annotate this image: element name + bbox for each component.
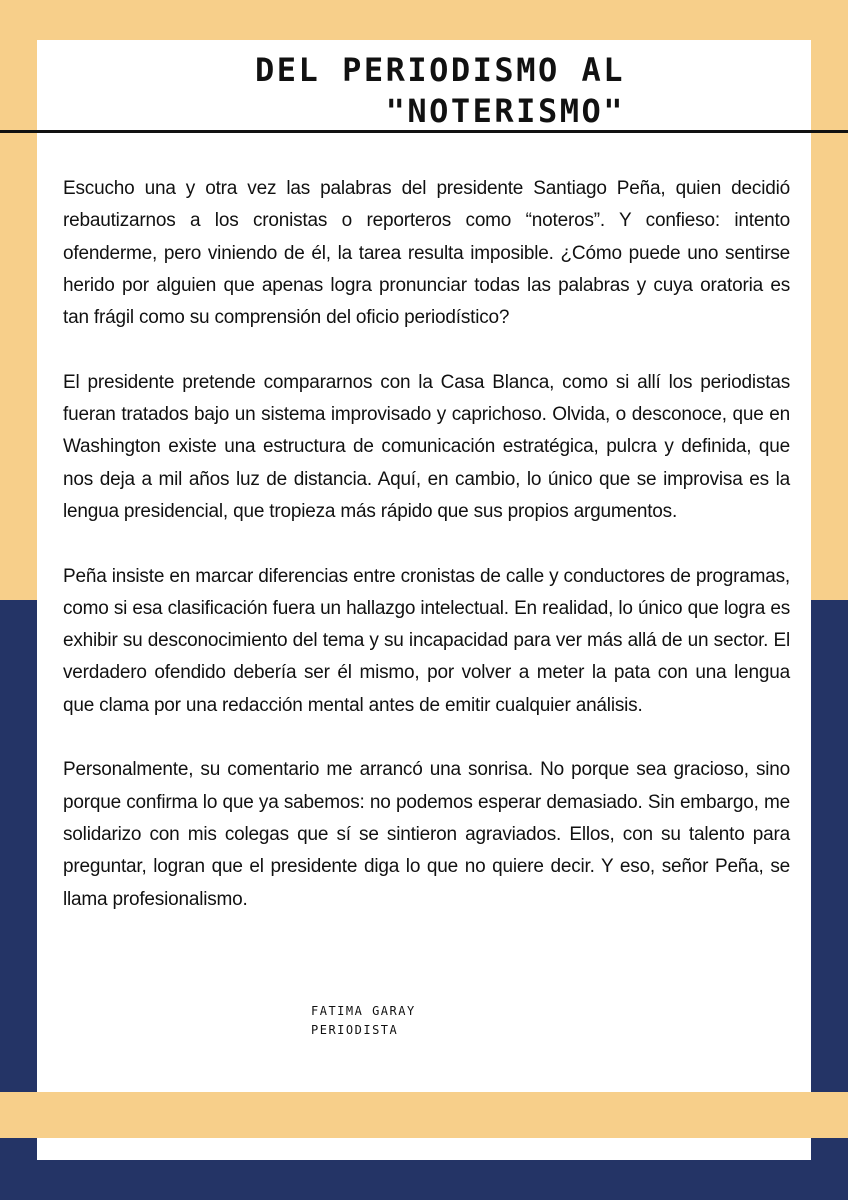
title-divider (0, 130, 848, 133)
paragraph: Personalmente, su comentario me arrancó una sonrisa. No porque sea gracioso, sino porque confirma lo que ya sabemos: no podemos esperar demasiado. Sin embargo, me solidarizo con mis colegas que sí se sintieron agraviados. Ellos, con su talento para preguntar, logran que el presidente diga lo que no quiere decir. Y eso, señor Peña, se llama profesionalismo. (63, 759, 790, 910)
article-sheet (37, 40, 811, 1092)
title-line-1: DEL PERIODISMO AL (255, 51, 626, 89)
paragraph: El presidente pretende compararnos con la Casa Blanca, como si allí los periodistas fueran tratados bajo un sistema improvisado y caprichoso. Olvida, o desconoce, que en Washington existe una estructura de comunicación estratégica, pulcra y definida, que nos deja a mil años luz de distancia. Aquí, en cambio, lo único que se improvisa es la lengua presidencial, que tropieza más rápido que sus propios argumentos. (63, 371, 790, 522)
background-yellow-stripe (0, 1092, 848, 1138)
page-title (255, 50, 635, 132)
title-line-2: "NOTERISMO" (385, 92, 625, 130)
background-white-strip (37, 1138, 811, 1160)
article-body (63, 173, 790, 948)
paragraph: Peña insiste en marcar diferencias entre cronistas de calle y conductores de programas, como si esa clasificación fuera un hallazgo intelectual. En realidad, lo único que logra es exhibir su desconocimiento del tema y su incapacidad para ver más allá de un sector. El verdadero ofendido debería ser él mismo, por volver a meter la pata con una lengua que clama por una redacción mental antes de emitir cualquier análisis. (63, 565, 790, 716)
paragraph: Escucho una y otra vez las palabras del presidente Santiago Peña, quien decidió rebautizarnos a los cronistas o reporteros como “noteros”. Y confieso: intento ofenderme, pero viniendo de él, la tarea resulta imposible. ¿Cómo puede uno sentirse herido por alguien que apenas logra pronunciar todas las palabras y cuya oratoria es tan frágil como su comprensión del oficio periodístico? (63, 178, 790, 329)
author-role: PERIODISTA (311, 1023, 399, 1037)
author-name: FATIMA GARAY (311, 1004, 416, 1018)
signature (311, 1002, 416, 1040)
